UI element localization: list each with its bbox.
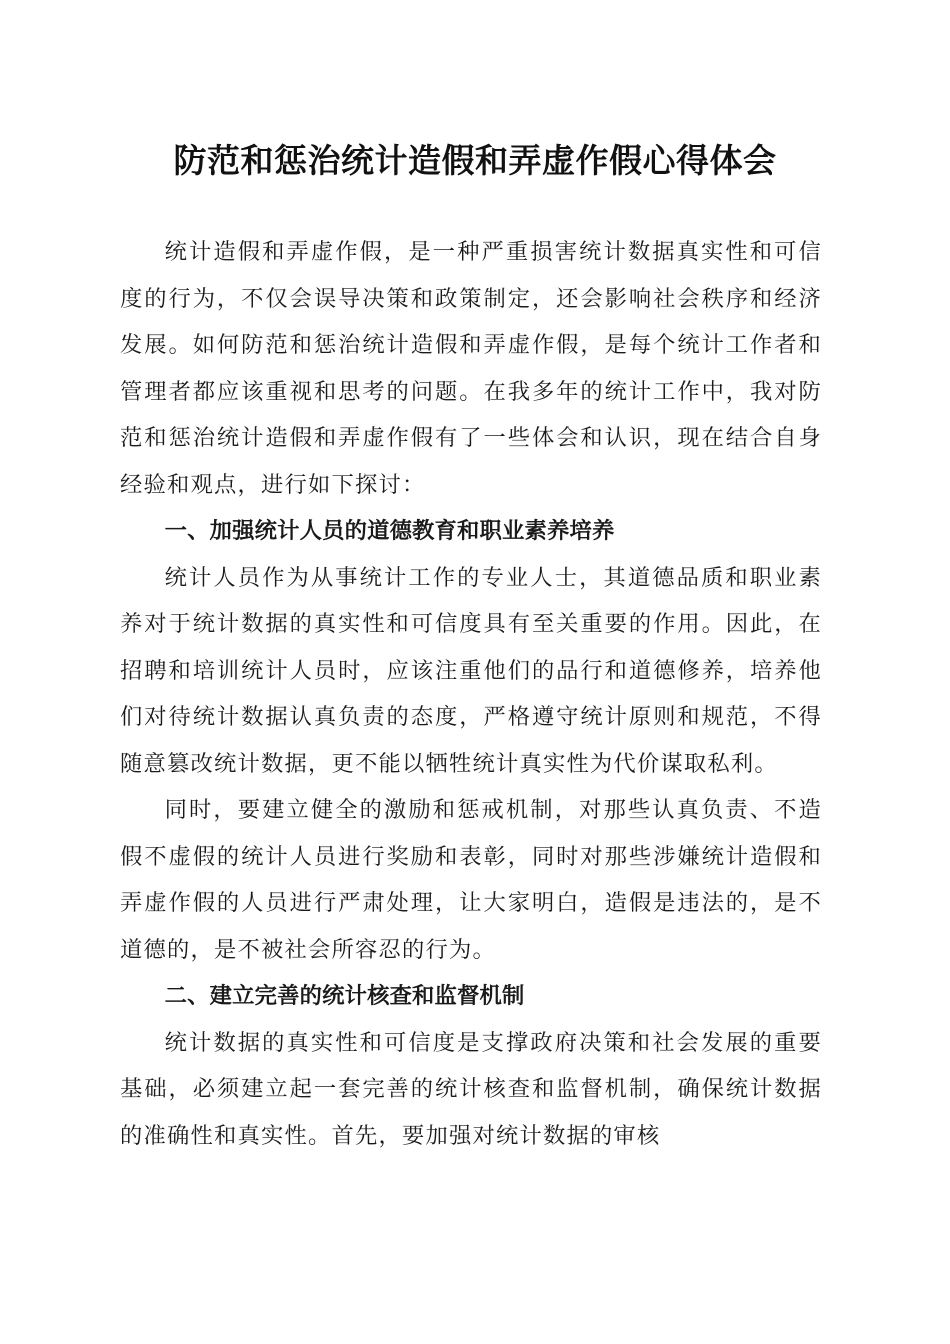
section-1-paragraph-2: 同时，要建立健全的激励和惩戒机制，对那些认真负责、不造假不虚假的统计人员进行奖励和表彰，同时对那些涉嫌统计造假和弄虚作假的人员进行严肃处理，让大家明白，造假是违法的，是不道德的，是不被社会所容忍的行为。 (120, 797, 822, 963)
section-heading-2: 二、建立完善的统计核查和监督机制 (164, 983, 525, 1009)
section-1-paragraph-1: 统计人员作为从事统计工作的专业人士，其道德品质和职业素养对于统计数据的真实性和可信度具有至关重要的作用。因此，在招聘和培训统计人员时，应该注重他们的品行和道德修养，培养他们对待统计数据认真负责的态度，严格遵守统计原则和规范，不得随意篡改统计数据，更不能以牺牲统计真实性为代价谋取私利。 (120, 564, 822, 777)
section-2-paragraph-1: 统计数据的真实性和可信度是支撑政府决策和社会发展的重要基础，必须建立起一套完善的统计核查和监督机制，确保统计数据的准确性和真实性。首先，要加强对统计数据的审核 (120, 1029, 822, 1149)
intro-paragraph: 统计造假和弄虚作假，是一种严重损害统计数据真实性和可信度的行为，不仅会误导决策和政策制定，还会影响社会秩序和经济发展。如何防范和惩治统计造假和弄虚作假，是每个统计工作者和管理者都应该重视和思考的问题。在我多年的统计工作中，我对防范和惩治统计造假和弄虚作假有了一些体会和认识，现在结合自身经验和观点，进行如下探讨： (120, 239, 822, 498)
document-body (120, 229, 822, 1159)
section-heading-1: 一、加强统计人员的道德教育和职业素养培养 (164, 518, 615, 544)
document-title: 防范和惩治统计造假和弄虚作假心得体会 (173, 141, 777, 180)
